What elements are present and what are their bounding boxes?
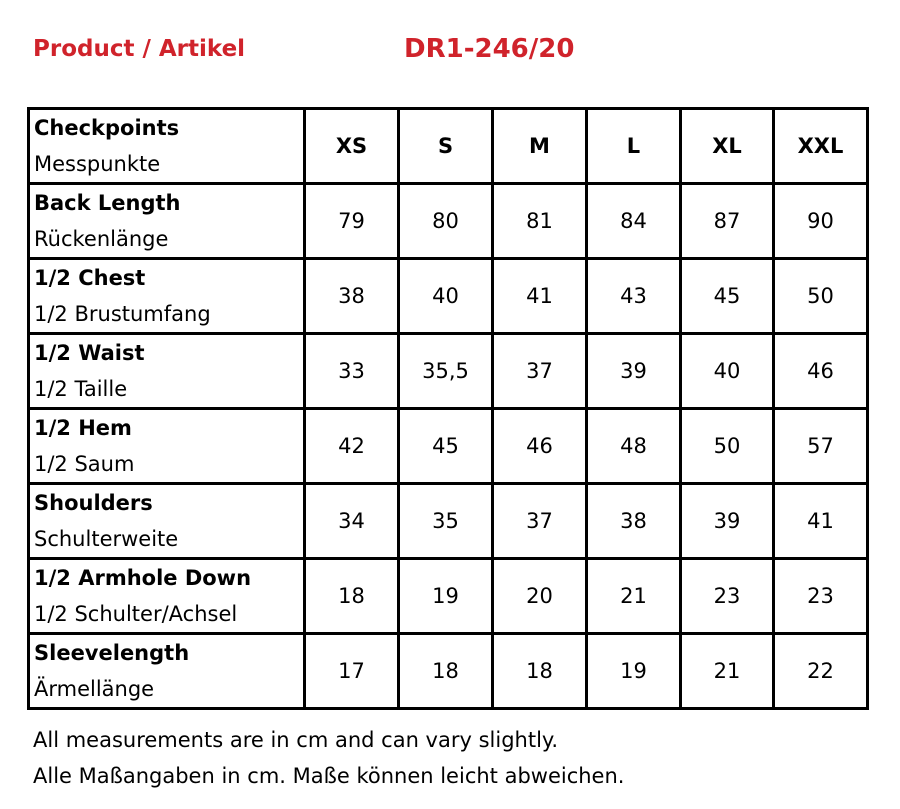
table-row [29, 259, 868, 334]
footer-line-en: All measurements are in cm and can vary slightly. [33, 728, 559, 752]
measurement-cell: 38 [305, 259, 399, 334]
row-label-de: Schulterweite [34, 527, 179, 551]
measurement-cell: 50 [681, 409, 774, 484]
measurement-cell: 23 [681, 559, 774, 634]
size-header-s: S [399, 109, 493, 184]
measurement-cell: 41 [774, 484, 868, 559]
measurement-cell: 19 [399, 559, 493, 634]
measurement-cell: 33 [305, 334, 399, 409]
row-label-cell [29, 559, 305, 634]
measurement-cell: 35 [399, 484, 493, 559]
header-label-en: Checkpoints [34, 116, 180, 140]
measurement-cell: 18 [305, 559, 399, 634]
size-header-l: L [587, 109, 681, 184]
measurement-cell: 84 [587, 184, 681, 259]
measurement-cell: 37 [493, 484, 587, 559]
row-label-en: 1/2 Armhole Down [34, 566, 252, 590]
measurement-cell: 80 [399, 184, 493, 259]
table-row [29, 634, 868, 709]
row-label-en: 1/2 Chest [34, 266, 146, 290]
measurement-cell: 57 [774, 409, 868, 484]
row-label-en: 1/2 Waist [34, 341, 145, 365]
measurement-cell: 45 [681, 259, 774, 334]
measurement-cell: 81 [493, 184, 587, 259]
size-header-m: M [493, 109, 587, 184]
product-code: DR1-246/20 [404, 34, 575, 64]
measurement-cell: 20 [493, 559, 587, 634]
size-header-xs: XS [305, 109, 399, 184]
row-label-cell [29, 409, 305, 484]
row-label-de: 1/2 Taille [34, 377, 128, 401]
measurement-cell: 40 [399, 259, 493, 334]
row-label-de: 1/2 Saum [34, 452, 135, 476]
table-row [29, 334, 868, 409]
size-chart-body [29, 109, 868, 709]
size-header-xxl: XXL [774, 109, 868, 184]
header-label-de: Messpunkte [34, 152, 161, 176]
measurement-cell: 90 [774, 184, 868, 259]
row-label-en: Sleevelength [34, 641, 190, 665]
measurement-cell: 37 [493, 334, 587, 409]
measurement-cell: 18 [399, 634, 493, 709]
measurement-cell: 17 [305, 634, 399, 709]
table-row [29, 409, 868, 484]
product-label: Product / Artikel [33, 36, 246, 62]
row-label-cell [29, 484, 305, 559]
measurement-cell: 39 [681, 484, 774, 559]
measurement-cell: 46 [774, 334, 868, 409]
measurement-cell: 87 [681, 184, 774, 259]
measurement-cell: 18 [493, 634, 587, 709]
measurement-cell: 22 [774, 634, 868, 709]
row-label-de: Ärmellänge [34, 677, 155, 701]
row-label-en: Back Length [34, 191, 181, 215]
table-header-row [29, 109, 868, 184]
measurement-cell: 40 [681, 334, 774, 409]
table-row [29, 184, 868, 259]
measurement-cell: 45 [399, 409, 493, 484]
table-row [29, 484, 868, 559]
table-row [29, 559, 868, 634]
measurement-cell: 21 [587, 559, 681, 634]
row-label-en: 1/2 Hem [34, 416, 132, 440]
row-label-en: Shoulders [34, 491, 153, 515]
measurement-cell: 46 [493, 409, 587, 484]
header-label-cell [29, 109, 305, 184]
footer-note [33, 722, 624, 794]
row-label-de: 1/2 Brustumfang [34, 302, 211, 326]
measurement-cell: 38 [587, 484, 681, 559]
size-chart-table [27, 107, 869, 710]
row-label-de: 1/2 Schulter/Achsel [34, 602, 238, 626]
footer-line-de: Alle Maßangaben in cm. Maße können leicht abweichen. [33, 764, 625, 788]
measurement-cell: 34 [305, 484, 399, 559]
measurement-cell: 43 [587, 259, 681, 334]
row-label-cell [29, 184, 305, 259]
measurement-cell: 42 [305, 409, 399, 484]
measurement-cell: 41 [493, 259, 587, 334]
measurement-cell: 19 [587, 634, 681, 709]
measurement-cell: 48 [587, 409, 681, 484]
row-label-cell [29, 634, 305, 709]
size-header-xl: XL [681, 109, 774, 184]
measurement-cell: 23 [774, 559, 868, 634]
measurement-cell: 50 [774, 259, 868, 334]
measurement-cell: 21 [681, 634, 774, 709]
measurement-cell: 79 [305, 184, 399, 259]
row-label-de: Rückenlänge [34, 227, 169, 251]
measurement-cell: 39 [587, 334, 681, 409]
measurement-cell: 35,5 [399, 334, 493, 409]
row-label-cell [29, 259, 305, 334]
row-label-cell [29, 334, 305, 409]
